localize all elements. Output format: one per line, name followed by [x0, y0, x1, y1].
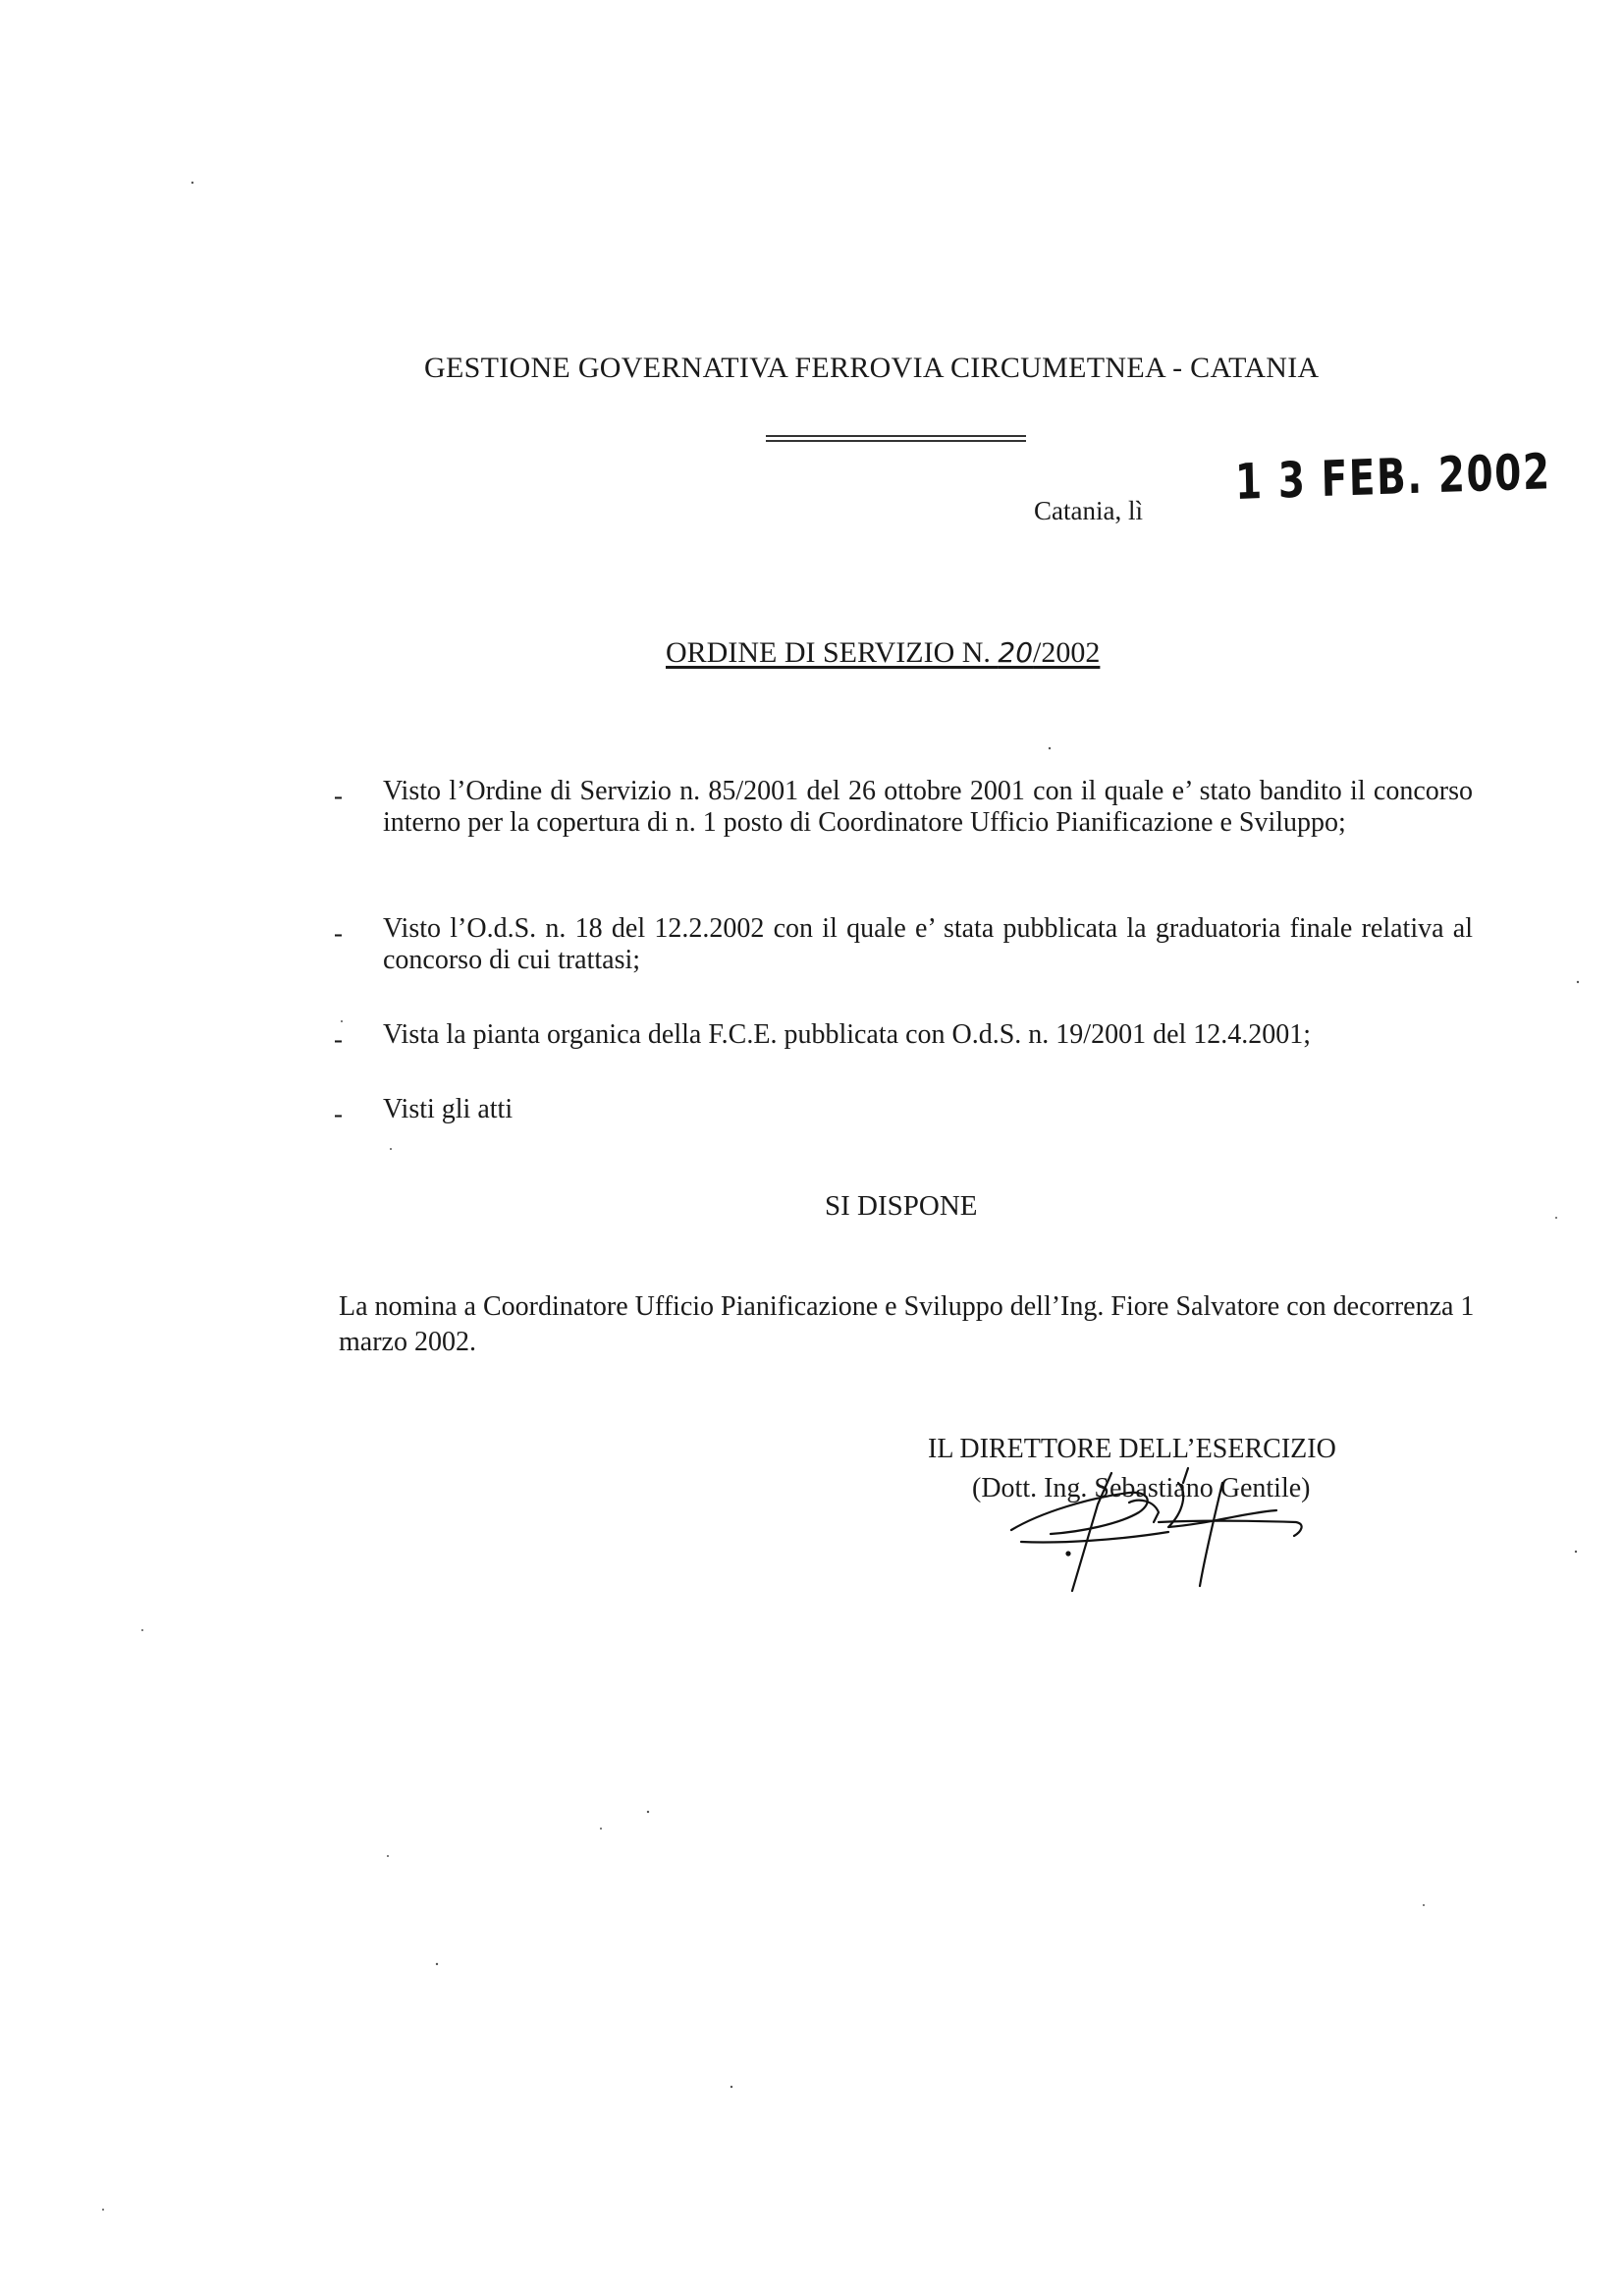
date-stamp: 1 3 FEB. 2002 — [1234, 443, 1552, 511]
bullet-marker: - — [334, 918, 343, 948]
organization-header: GESTIONE GOVERNATIVA FERROVIA CIRCUMETNEA - CATANIA — [424, 352, 1320, 384]
handwritten-signature — [982, 1453, 1335, 1620]
dispone-heading: SI DISPONE — [825, 1190, 978, 1222]
bullet-marker: - — [334, 1024, 343, 1054]
signatory-role: IL DIRETTORE DELL’ESERCIZIO — [928, 1434, 1336, 1464]
decision-paragraph: La nomina a Coordinatore Ufficio Pianificazione e Sviluppo dell’Ing. Fiore Salvatore con decorrenza 1 marzo 2002. — [339, 1291, 1475, 1357]
premise-item: Vista la pianta organica della F.C.E. pubblicata con O.d.S. n. 19/2001 del 12.4.2001; — [383, 1019, 1312, 1050]
signatory-name: (Dott. Ing. Sebastiano Gentile) — [972, 1473, 1311, 1503]
header-double-rule — [766, 435, 1026, 445]
bullet-marker: - — [334, 1099, 343, 1128]
dateline-place: Catania, lì — [1034, 496, 1143, 525]
order-number-handwritten: 20 — [998, 636, 1034, 669]
premise-item: Visto l’Ordine di Servizio n. 85/2001 del 26 ottobre 2001 con il quale e’ stato bandito il concorso interno per la copertura di n. 1 posto di Coordinatore Ufficio Pianificazione e Sviluppo; — [383, 776, 1473, 838]
order-title-suffix: /2002 — [1033, 636, 1101, 669]
order-title — [666, 636, 1100, 670]
bullet-marker: - — [334, 781, 343, 810]
premise-item: Visti gli atti — [383, 1094, 514, 1124]
order-title-prefix: ORDINE DI SERVIZIO N. — [666, 636, 999, 669]
premise-item: Visto l’O.d.S. n. 18 del 12.2.2002 con il quale e’ stata pubblicata la graduatoria finale relativa al concorso di cui trattasi; — [383, 913, 1473, 975]
